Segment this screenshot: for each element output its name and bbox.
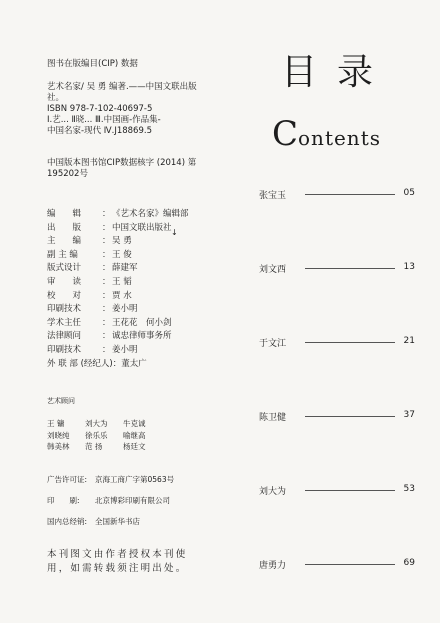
- cip-line: 艺术名家/ 吴 勇 编著.——中国文联出版: [47, 82, 197, 92]
- staff-role: 审 读: [47, 276, 82, 287]
- staff-name: 姜小明: [112, 304, 138, 315]
- advisor-name: 王 镛: [47, 419, 65, 428]
- staff-row: 印刷技术 ： 姜小明: [47, 344, 138, 355]
- staff-name: 姜小明: [112, 344, 138, 355]
- staff-name: 王 韬: [112, 276, 132, 287]
- stray-mark: ↓: [171, 228, 178, 237]
- info-value: 北京博彩印刷有限公司: [95, 496, 170, 505]
- toc-entry-page: 05: [403, 188, 415, 198]
- staff-name: 王 俊: [112, 249, 132, 260]
- staff-row: 法律顾问 ： 诚忠律师事务所: [47, 331, 172, 342]
- advisors-row: [47, 441, 161, 453]
- cip-line: ISBN 978-7-102-40697-5: [47, 104, 153, 114]
- toc-entry[interactable]: [259, 410, 415, 424]
- toc-entry-page: 53: [403, 484, 415, 494]
- toc-entry-page: 37: [403, 410, 415, 420]
- staff-name: 贾 水: [112, 290, 132, 301]
- staff-role: 外 联 部 (经纪人): [47, 358, 113, 369]
- toc-subtitle-initial: C: [272, 114, 299, 154]
- staff-role: 主 编: [47, 236, 82, 247]
- toc-entry[interactable]: [259, 262, 415, 276]
- staff-row: 审 读 ： 王 韬: [47, 276, 132, 287]
- cip-number: [47, 158, 247, 180]
- cip-number-line: 195202号: [47, 169, 88, 179]
- toc-entry[interactable]: [259, 188, 415, 202]
- staff-role: 印刷技术: [47, 304, 82, 315]
- staff-name: 中国文联出版社: [112, 222, 172, 233]
- info-row: [47, 516, 174, 537]
- toc-leader-line: [305, 416, 395, 417]
- info-value: 京海工商广字第0563号: [95, 475, 175, 484]
- staff-name: 《艺术名家》编辑部: [112, 209, 189, 219]
- advisors-row: [47, 430, 161, 442]
- advisors-list: [47, 418, 161, 453]
- toc-entry-page: 13: [403, 262, 415, 272]
- staff-role: 校 对: [47, 290, 82, 301]
- toc-entry[interactable]: [259, 336, 415, 350]
- copyright-notice: [47, 548, 187, 576]
- toc-subtitle-rest: ontents: [298, 126, 381, 150]
- advisor-name: 范 扬: [85, 442, 103, 451]
- advisor-name: 徐乐乐: [85, 430, 108, 440]
- cip-line: 中国名家-现代 Ⅳ.J18869.5: [47, 126, 152, 136]
- toc-entry[interactable]: [259, 558, 415, 572]
- toc-leader-line: [305, 342, 395, 343]
- toc-entry-name: 刘大为: [259, 487, 287, 497]
- staff-name: 董太广: [121, 358, 147, 369]
- toc-entry[interactable]: [259, 484, 415, 498]
- toc-entry-name: 于文江: [259, 339, 287, 349]
- staff-row: 印刷技术 ： 姜小明: [47, 304, 138, 315]
- cip-number-line: 中国版本图书馆CIP数据核字 (2014) 第: [47, 158, 197, 168]
- toc-title: 目录: [281, 52, 394, 93]
- info-label: 广告许可证:: [47, 475, 88, 484]
- staff-role: 版式设计: [47, 263, 82, 274]
- staff-role: 印刷技术: [47, 344, 82, 355]
- staff-row: 出 版 ： 中国文联出版社: [47, 222, 172, 233]
- advisor-name: 韩美林: [47, 442, 70, 451]
- staff-name: 薛建军: [112, 263, 138, 274]
- staff-role: 副 主 编: [47, 249, 78, 260]
- info-row: [47, 474, 174, 495]
- staff-name: 王花花 何小剑: [112, 317, 172, 328]
- advisor-name: 刘晓纯: [47, 430, 70, 440]
- advisor-name: 牛克诚: [123, 419, 146, 428]
- info-label: 国内总经销:: [47, 517, 88, 526]
- staff-row: 学术主任 ： 王花花 何小剑: [47, 317, 172, 328]
- toc-entry-name: 陈卫健: [259, 413, 287, 423]
- publishing-info: [47, 474, 174, 537]
- notice-line: 本刊图文由作者授权本刊使: [47, 549, 188, 560]
- toc-leader-line: [305, 194, 395, 195]
- staff-role: 出 版: [47, 222, 82, 233]
- staff-name: 吴 勇: [112, 236, 132, 247]
- staff-row: 副 主 编 ： 王 俊: [47, 249, 132, 260]
- advisors-row: [47, 418, 161, 430]
- staff-row: 版式设计 ： 薛建军: [47, 263, 138, 274]
- cip-record: [47, 82, 237, 137]
- toc-entry-name: 张宝玉: [259, 191, 287, 201]
- advisors-title: 艺术顾问: [47, 397, 75, 405]
- staff-row: 编 辑 ： 《艺术名家》编辑部: [47, 209, 189, 219]
- cip-heading: 图书在版编目(CIP) 数据: [47, 59, 138, 69]
- info-value: 全国新华书店: [95, 517, 140, 526]
- info-label: 印 刷:: [47, 496, 80, 505]
- staff-row: 校 对 ： 贾 水: [47, 290, 132, 301]
- cip-line: 社。: [47, 93, 65, 103]
- toc-subtitle: [272, 114, 381, 154]
- toc-leader-line: [305, 490, 395, 491]
- staff-list: [47, 207, 189, 370]
- staff-row: 主 编 ： 吴 勇: [47, 236, 132, 247]
- advisor-name: 杨廷文: [123, 442, 146, 451]
- toc-leader-line: [305, 268, 395, 269]
- staff-role: 学术主任: [47, 317, 82, 328]
- staff-row: 外 联 部 (经纪人) ： 董太广: [47, 358, 147, 369]
- advisor-name: 喻继高: [123, 430, 146, 440]
- staff-name: 诚忠律师事务所: [112, 331, 172, 342]
- toc-leader-line: [305, 564, 395, 565]
- staff-role: 法律顾问: [47, 331, 82, 342]
- advisor-name: 刘大为: [85, 419, 108, 428]
- staff-role: 编 辑: [47, 209, 82, 219]
- toc-entry-page: 21: [403, 336, 415, 346]
- toc-entry-name: 唐勇力: [259, 561, 287, 571]
- info-row: [47, 495, 174, 516]
- notice-line: 用，如需转载须注明出处。: [47, 563, 188, 574]
- cip-line: Ⅰ.艺... Ⅱ晓... Ⅲ.中国画-作品集-: [47, 115, 161, 125]
- toc-entry-page: 69: [403, 558, 415, 568]
- toc-entry-name: 刘文西: [259, 265, 287, 275]
